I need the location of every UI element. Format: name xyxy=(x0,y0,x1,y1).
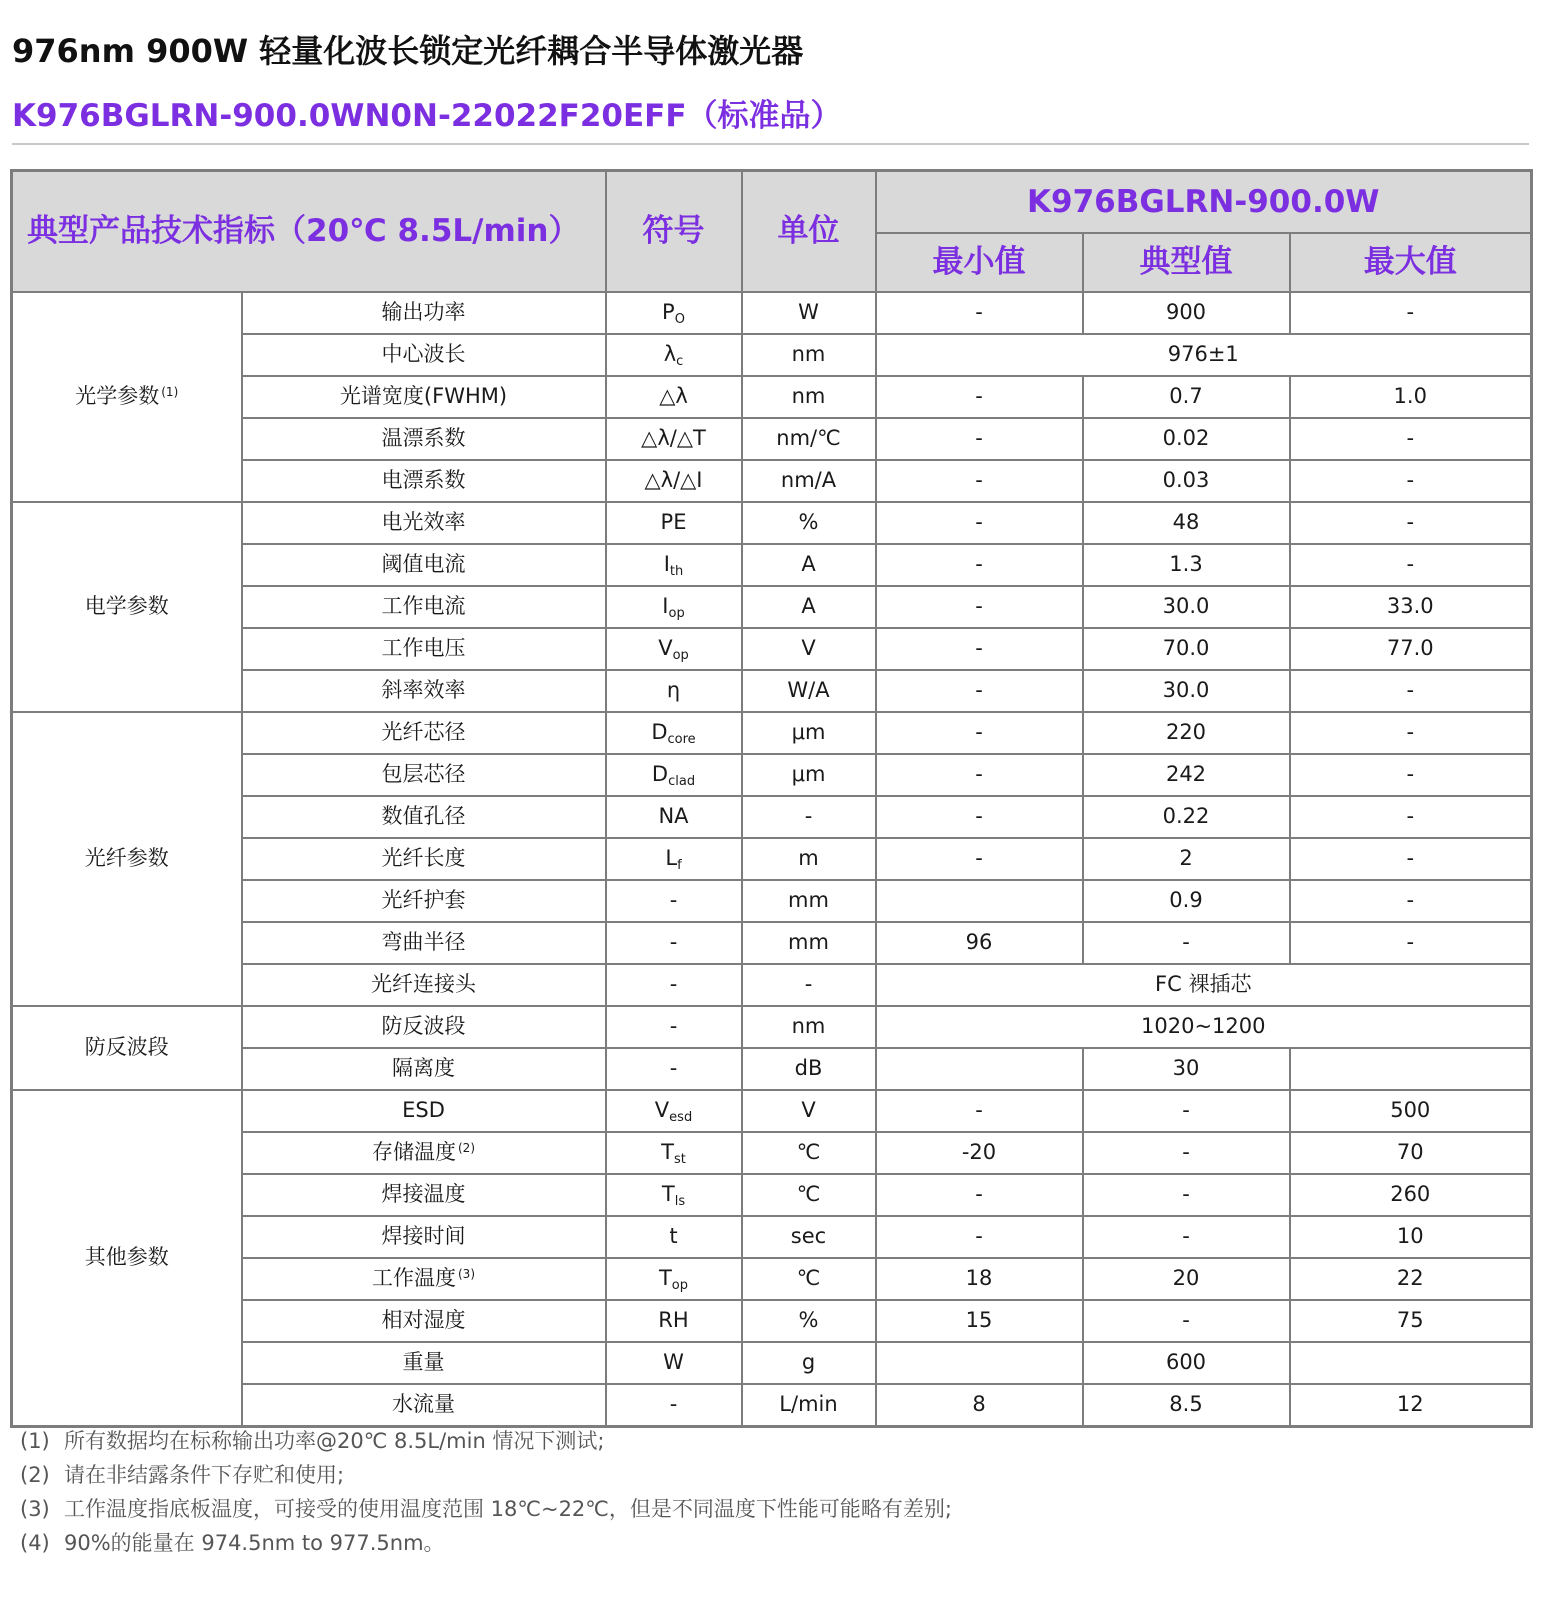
value-min xyxy=(876,1342,1083,1384)
param-name: 电漂系数 xyxy=(242,460,606,502)
value-min: - xyxy=(876,292,1083,334)
param-name: 电光效率 xyxy=(242,502,606,544)
value-max: 77.0 xyxy=(1290,628,1532,670)
param-name: 弯曲半径 xyxy=(242,922,606,964)
param-name: ESD xyxy=(242,1090,606,1132)
table-row xyxy=(12,502,1532,544)
param-unit: A xyxy=(742,544,876,586)
value-typ: 600 xyxy=(1083,1342,1290,1384)
group-label: 光纤参数 xyxy=(12,712,242,1006)
param-name: 光纤长度 xyxy=(242,838,606,880)
param-symbol: $P_O$ xyxy=(606,292,742,334)
value-typ: - xyxy=(1083,922,1290,964)
value-min: - xyxy=(876,754,1083,796)
param-symbol: $T_{st}$ xyxy=(606,1132,742,1174)
value-max xyxy=(1290,1048,1532,1090)
value-typ: 70.0 xyxy=(1083,628,1290,670)
value-typ: 2 xyxy=(1083,838,1290,880)
value-typ: - xyxy=(1083,1174,1290,1216)
param-symbol: $D_{clad}$ xyxy=(606,754,742,796)
title-divider xyxy=(12,143,1529,145)
value-min: - xyxy=(876,376,1083,418)
value-typ: 20 xyxy=(1083,1258,1290,1300)
header-model: K976BGLRN-900.0W xyxy=(876,171,1532,234)
value-min: -20 xyxy=(876,1132,1083,1174)
value-min: - xyxy=(876,838,1083,880)
value-max: - xyxy=(1290,754,1532,796)
param-symbol: RH xyxy=(606,1300,742,1342)
param-unit: ℃ xyxy=(742,1258,876,1300)
value-max: 1.0 xyxy=(1290,376,1532,418)
param-name: 工作电压 xyxy=(242,628,606,670)
value-min xyxy=(876,1048,1083,1090)
value-typ: - xyxy=(1083,1090,1290,1132)
spec-table xyxy=(10,169,1533,1428)
header-typ: 典型值 xyxy=(1083,233,1290,292)
param-name: 斜率效率 xyxy=(242,670,606,712)
value-typ: - xyxy=(1083,1216,1290,1258)
param-unit: sec xyxy=(742,1216,876,1258)
param-symbol: $D_{core}$ xyxy=(606,712,742,754)
param-symbol: W xyxy=(606,1342,742,1384)
value-typ: 0.02 xyxy=(1083,418,1290,460)
value-min: - xyxy=(876,628,1083,670)
param-symbol: $V_{op}$ xyxy=(606,628,742,670)
header-spec-title: 典型产品技术指标（20℃ 8.5L/min） xyxy=(12,171,606,293)
param-symbol: $V_{esd}$ xyxy=(606,1090,742,1132)
value-max: 260 xyxy=(1290,1174,1532,1216)
param-name: 相对湿度 xyxy=(242,1300,606,1342)
param-name: 焊接时间 xyxy=(242,1216,606,1258)
param-unit: nm xyxy=(742,1006,876,1048)
param-unit: nm xyxy=(742,376,876,418)
param-symbol: PE xyxy=(606,502,742,544)
param-unit: nm xyxy=(742,334,876,376)
spec-table-body xyxy=(12,292,1532,1426)
value-max: 33.0 xyxy=(1290,586,1532,628)
value-max: - xyxy=(1290,670,1532,712)
value-max: - xyxy=(1290,838,1532,880)
value-merged: 976±1 xyxy=(876,334,1532,376)
param-unit: nm/℃ xyxy=(742,418,876,460)
param-name: 中心波长 xyxy=(242,334,606,376)
param-name: 焊接温度 xyxy=(242,1174,606,1216)
param-symbol: NA xyxy=(606,796,742,838)
group-label: 其他参数 xyxy=(12,1090,242,1426)
param-name: 重量 xyxy=(242,1342,606,1384)
value-max: - xyxy=(1290,292,1532,334)
param-symbol: - xyxy=(606,1006,742,1048)
value-min: 96 xyxy=(876,922,1083,964)
value-min: - xyxy=(876,670,1083,712)
value-min: - xyxy=(876,502,1083,544)
param-name: 阈值电流 xyxy=(242,544,606,586)
value-min: - xyxy=(876,460,1083,502)
param-unit: m xyxy=(742,838,876,880)
value-typ: 0.03 xyxy=(1083,460,1290,502)
value-min: 15 xyxy=(876,1300,1083,1342)
param-symbol: - xyxy=(606,964,742,1006)
param-unit: - xyxy=(742,796,876,838)
param-symbol: △λ/△I xyxy=(606,460,742,502)
param-unit: μm xyxy=(742,712,876,754)
value-max: - xyxy=(1290,460,1532,502)
value-typ: - xyxy=(1083,1300,1290,1342)
param-unit: % xyxy=(742,502,876,544)
value-max: - xyxy=(1290,922,1532,964)
value-typ: 8.5 xyxy=(1083,1384,1290,1426)
param-unit: V xyxy=(742,628,876,670)
param-unit: ℃ xyxy=(742,1132,876,1174)
value-min: - xyxy=(876,544,1083,586)
table-row xyxy=(12,1006,1532,1048)
group-label: 防反波段 xyxy=(12,1006,242,1090)
value-min: - xyxy=(876,1174,1083,1216)
param-name: 防反波段 xyxy=(242,1006,606,1048)
value-typ: 220 xyxy=(1083,712,1290,754)
value-max: 10 xyxy=(1290,1216,1532,1258)
param-unit: V xyxy=(742,1090,876,1132)
value-min: - xyxy=(876,1216,1083,1258)
footnote: (3) 工作温度指底板温度，可接受的使用温度范围 18℃~22℃，但是不同温度下性能可能略有差别; xyxy=(20,1497,952,1521)
param-symbol: $T_{ls}$ xyxy=(606,1174,742,1216)
param-unit: % xyxy=(742,1300,876,1342)
footnote: (4) 90%的能量在 974.5nm to 977.5nm。 xyxy=(20,1531,445,1555)
param-symbol: $I_{th}$ xyxy=(606,544,742,586)
value-min: - xyxy=(876,586,1083,628)
value-max: 22 xyxy=(1290,1258,1532,1300)
param-name: 温漂系数 xyxy=(242,418,606,460)
param-symbol: - xyxy=(606,880,742,922)
table-row xyxy=(12,1090,1532,1132)
value-max: - xyxy=(1290,796,1532,838)
page-title: 976nm 900W 轻量化波长锁定光纤耦合半导体激光器 xyxy=(12,32,804,70)
param-name: 存储温度 $^{(2)}$ xyxy=(242,1132,606,1174)
value-min: - xyxy=(876,712,1083,754)
param-symbol: η xyxy=(606,670,742,712)
param-name: 数值孔径 xyxy=(242,796,606,838)
param-symbol: - xyxy=(606,922,742,964)
param-name: 工作温度 $^{(3)}$ xyxy=(242,1258,606,1300)
param-unit: W xyxy=(742,292,876,334)
footnote: (1) 所有数据均在标称输出功率@20℃ 8.5L/min 情况下测试; xyxy=(20,1429,605,1453)
value-max: - xyxy=(1290,418,1532,460)
param-unit: dB xyxy=(742,1048,876,1090)
param-symbol: $\lambda_c$ xyxy=(606,334,742,376)
param-symbol: △λ xyxy=(606,376,742,418)
param-name: 隔离度 xyxy=(242,1048,606,1090)
param-symbol: $I_{op}$ xyxy=(606,586,742,628)
param-unit: μm xyxy=(742,754,876,796)
value-typ: 900 xyxy=(1083,292,1290,334)
value-typ: 0.22 xyxy=(1083,796,1290,838)
value-max: - xyxy=(1290,712,1532,754)
header-unit: 单位 xyxy=(742,171,876,293)
value-typ: - xyxy=(1083,1132,1290,1174)
param-name: 包层芯径 xyxy=(242,754,606,796)
value-max: - xyxy=(1290,544,1532,586)
header-max: 最大值 xyxy=(1290,233,1532,292)
param-symbol: $L_f$ xyxy=(606,838,742,880)
value-typ: 0.7 xyxy=(1083,376,1290,418)
param-symbol: - xyxy=(606,1384,742,1426)
param-unit: L/min xyxy=(742,1384,876,1426)
value-max xyxy=(1290,1342,1532,1384)
group-label: 光学参数 $^{(1)}$ xyxy=(12,292,242,502)
value-min xyxy=(876,880,1083,922)
table-row xyxy=(12,292,1532,334)
param-unit: W/A xyxy=(742,670,876,712)
param-name: 水流量 xyxy=(242,1384,606,1426)
param-unit: mm xyxy=(742,922,876,964)
param-name: 工作电流 xyxy=(242,586,606,628)
value-min: - xyxy=(876,418,1083,460)
param-unit: ℃ xyxy=(742,1174,876,1216)
value-typ: 30 xyxy=(1083,1048,1290,1090)
table-row xyxy=(12,712,1532,754)
footnote: (2) 请在非结露条件下存贮和使用; xyxy=(20,1463,345,1487)
param-unit: nm/A xyxy=(742,460,876,502)
param-symbol: $T_{op}$ xyxy=(606,1258,742,1300)
param-symbol: △λ/△T xyxy=(606,418,742,460)
header-min: 最小值 xyxy=(876,233,1083,292)
value-typ: 30.0 xyxy=(1083,670,1290,712)
value-typ: 48 xyxy=(1083,502,1290,544)
footnotes xyxy=(20,1424,952,1560)
value-typ: 30.0 xyxy=(1083,586,1290,628)
param-unit: - xyxy=(742,964,876,1006)
value-max: - xyxy=(1290,502,1532,544)
value-typ: 1.3 xyxy=(1083,544,1290,586)
value-min: - xyxy=(876,796,1083,838)
param-name: 光纤芯径 xyxy=(242,712,606,754)
param-name: 光谱宽度(FWHM) xyxy=(242,376,606,418)
value-merged: 1020~1200 xyxy=(876,1006,1532,1048)
value-min: 18 xyxy=(876,1258,1083,1300)
value-typ: 242 xyxy=(1083,754,1290,796)
header-symbol: 符号 xyxy=(606,171,742,293)
value-min: - xyxy=(876,1090,1083,1132)
param-name: 光纤连接头 xyxy=(242,964,606,1006)
param-name: 光纤护套 xyxy=(242,880,606,922)
param-symbol: t xyxy=(606,1216,742,1258)
value-typ: 0.9 xyxy=(1083,880,1290,922)
param-unit: A xyxy=(742,586,876,628)
value-max: 70 xyxy=(1290,1132,1532,1174)
param-name: 输出功率 xyxy=(242,292,606,334)
value-max: 75 xyxy=(1290,1300,1532,1342)
param-unit: g xyxy=(742,1342,876,1384)
group-label: 电学参数 xyxy=(12,502,242,712)
value-min: 8 xyxy=(876,1384,1083,1426)
model-title: K976BGLRN-900.0WN0N-22022F20EFF（标准品） xyxy=(12,98,842,134)
value-max: - xyxy=(1290,880,1532,922)
param-unit: mm xyxy=(742,880,876,922)
value-max: 500 xyxy=(1290,1090,1532,1132)
value-merged: FC 裸插芯 xyxy=(876,964,1532,1006)
param-symbol: - xyxy=(606,1048,742,1090)
value-max: 12 xyxy=(1290,1384,1532,1426)
